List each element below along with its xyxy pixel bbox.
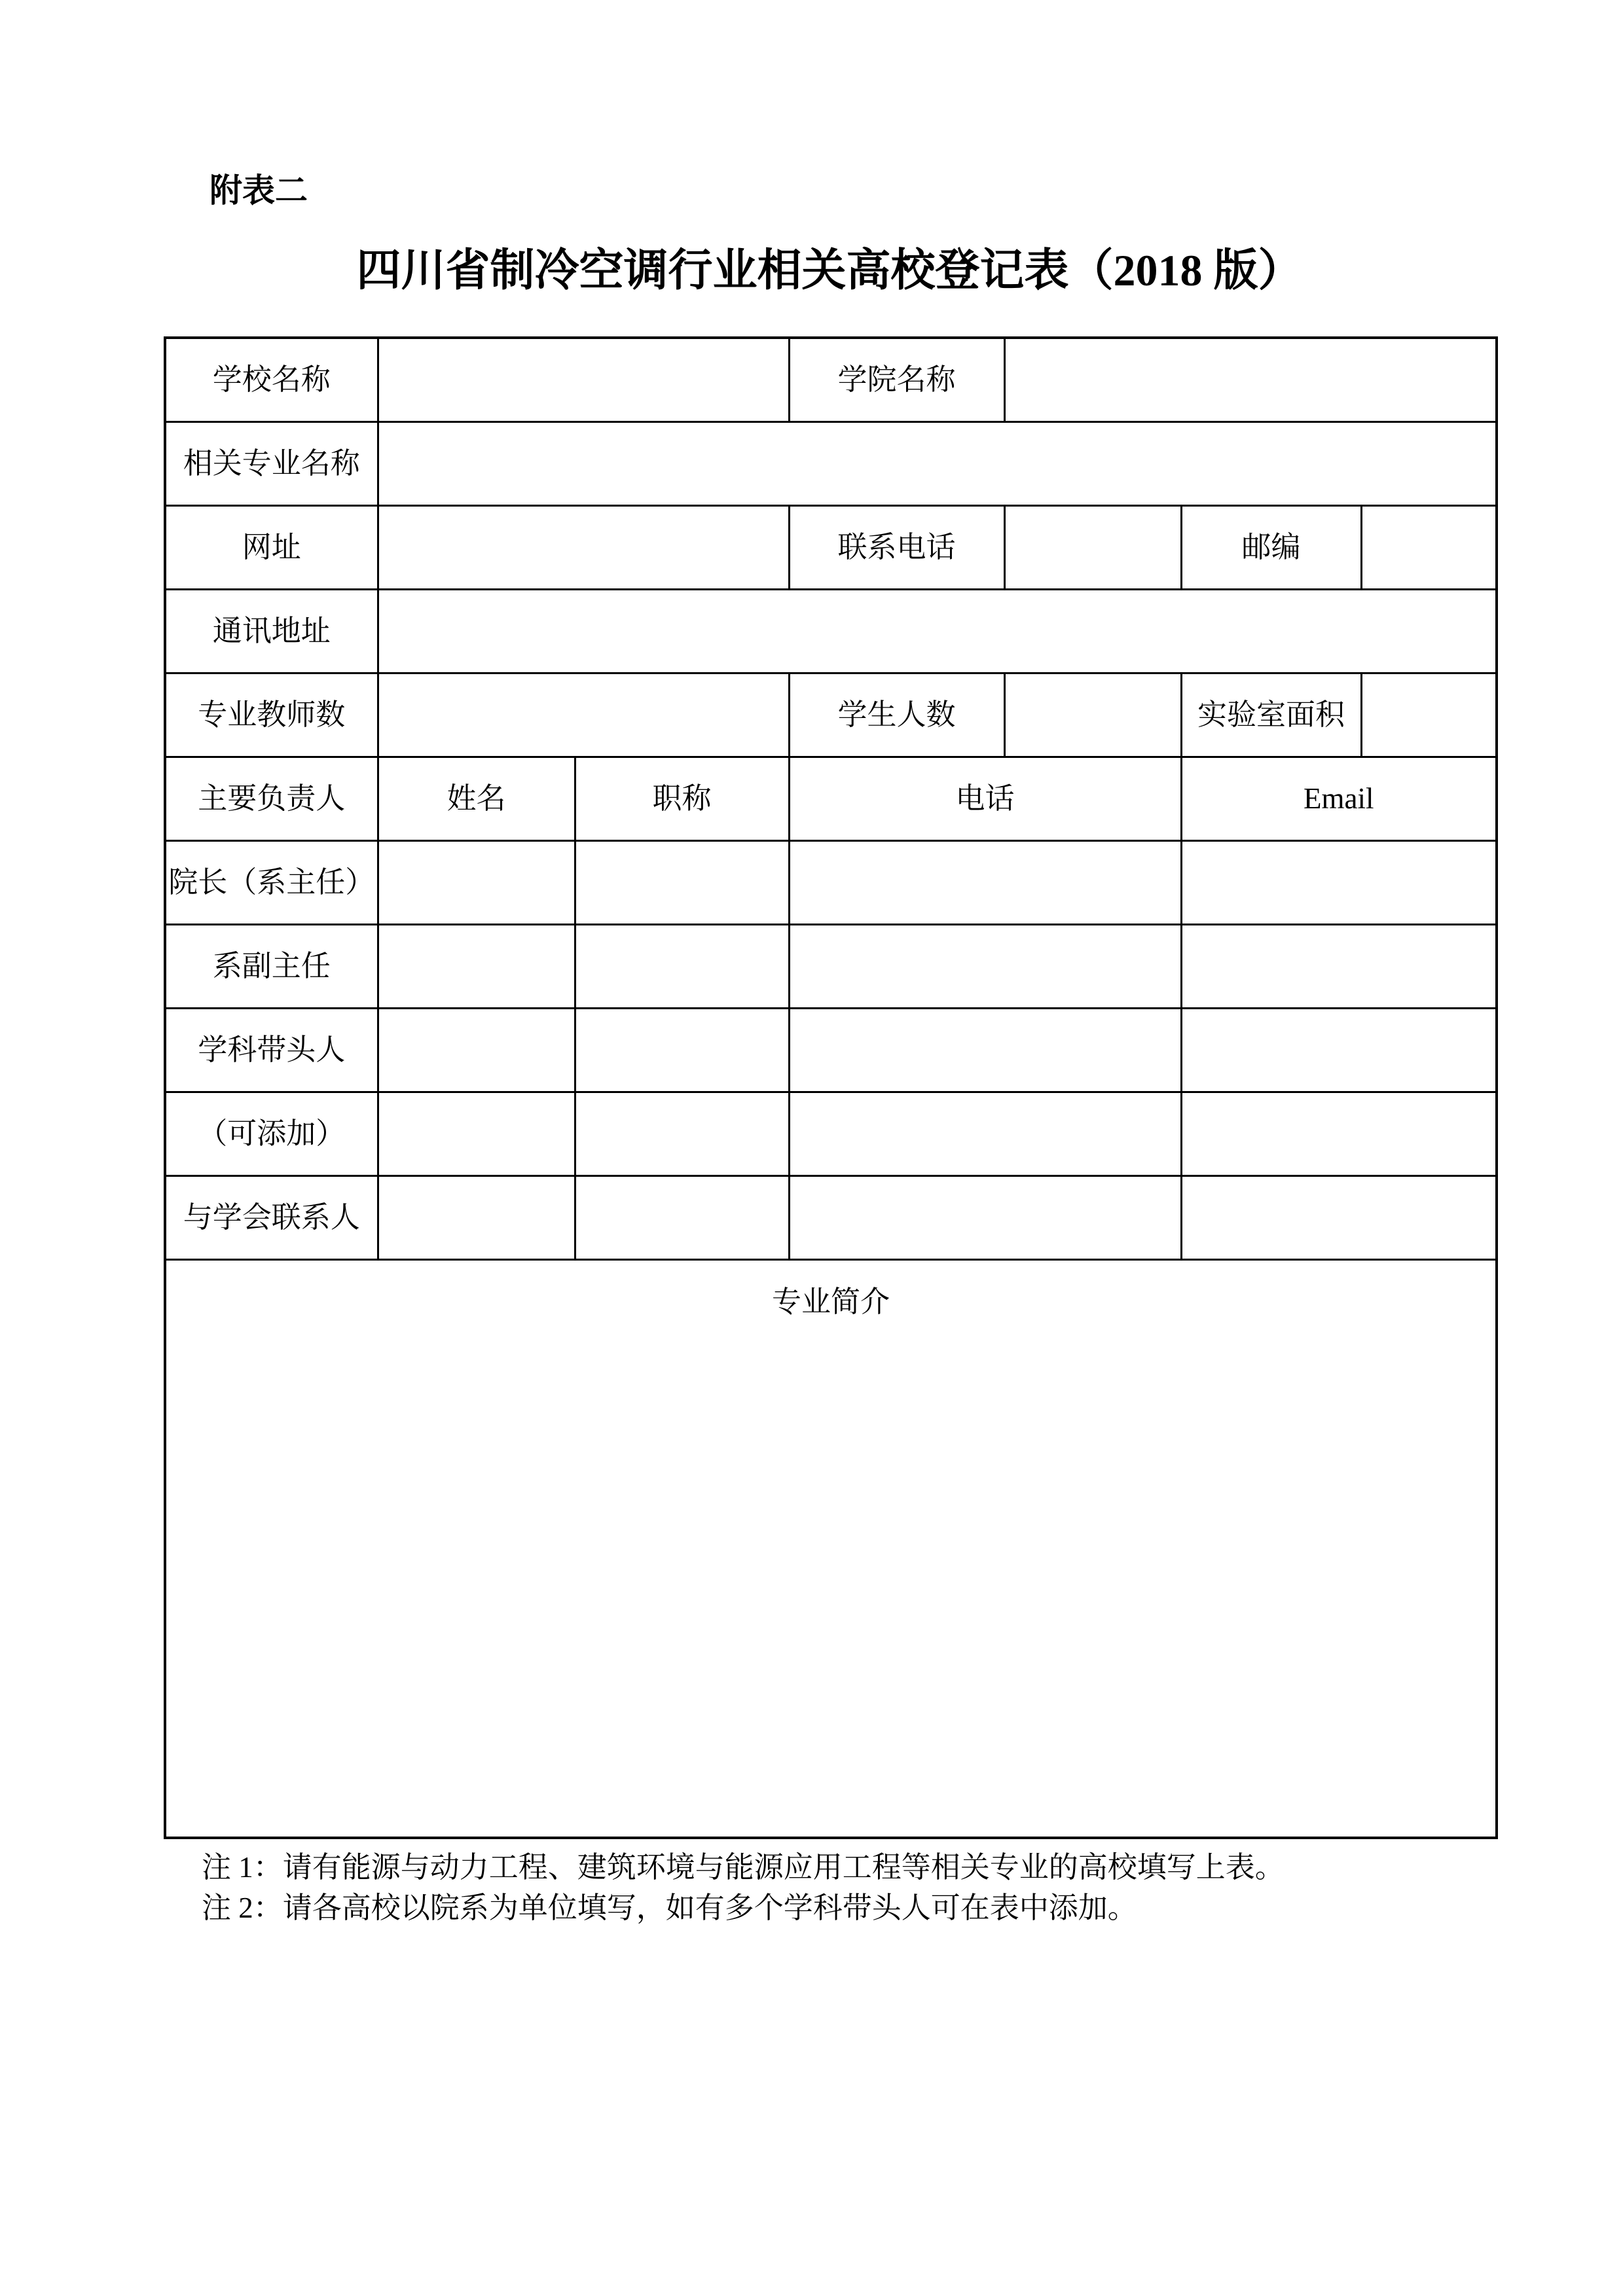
addable-phone-field[interactable] [789, 1092, 1181, 1175]
lab-area-field[interactable] [1361, 673, 1497, 757]
society-contact-phone-field[interactable] [789, 1175, 1181, 1259]
mailing-address-field[interactable] [378, 589, 1497, 673]
table-row-related-major [165, 422, 1497, 505]
title-header: 职称 [575, 757, 789, 840]
college-name-label: 学院名称 [789, 338, 1004, 422]
website-label: 网址 [165, 505, 378, 589]
deputy-head-email-field[interactable] [1181, 924, 1497, 1008]
table-row-person-header [165, 757, 1497, 840]
table-row-addable [165, 1092, 1497, 1175]
name-header: 姓名 [378, 757, 575, 840]
appendix-label: 附表二 [210, 172, 308, 209]
discipline-leader-role-label: 学科带头人 [165, 1008, 378, 1092]
society-contact-email-field[interactable] [1181, 1175, 1497, 1259]
dean-role-label: 院长（系主任） [165, 840, 378, 924]
college-name-field[interactable] [1004, 338, 1497, 422]
deputy-head-phone-field[interactable] [789, 924, 1181, 1008]
table-row-school [165, 338, 1497, 422]
deputy-head-name-field[interactable] [378, 924, 575, 1008]
table-row-discipline-leader [165, 1008, 1497, 1092]
addable-title-field[interactable] [575, 1092, 789, 1175]
student-count-label: 学生人数 [789, 673, 1004, 757]
table-row-major-intro [165, 1259, 1497, 1838]
lab-area-label: 实验室面积 [1181, 673, 1361, 757]
note-2: 注 2：请各高校以院系为单位填写，如有多个学科带头人可在表中添加。 [202, 1892, 1137, 1924]
registration-table [164, 336, 1498, 1839]
major-intro-label: 专业简介 [772, 1285, 890, 1318]
table-row-address [165, 589, 1497, 673]
discipline-leader-name-field[interactable] [378, 1008, 575, 1092]
society-contact-title-field[interactable] [575, 1175, 789, 1259]
teacher-count-label: 专业教师数 [165, 673, 378, 757]
teacher-count-field[interactable] [378, 673, 789, 757]
school-name-label: 学校名称 [165, 338, 378, 422]
school-name-field[interactable] [378, 338, 789, 422]
dean-name-field[interactable] [378, 840, 575, 924]
postal-code-field[interactable] [1361, 505, 1497, 589]
table-row-website [165, 505, 1497, 589]
dean-email-field[interactable] [1181, 840, 1497, 924]
contact-phone-field[interactable] [1004, 505, 1181, 589]
discipline-leader-email-field[interactable] [1181, 1008, 1497, 1092]
email-header: Email [1181, 757, 1497, 840]
dean-phone-field[interactable] [789, 840, 1181, 924]
table-row-deputy-head [165, 924, 1497, 1008]
table-row-society-contact [165, 1175, 1497, 1259]
table-row-dean [165, 840, 1497, 924]
deputy-head-title-field[interactable] [575, 924, 789, 1008]
note-1: 注 1：请有能源与动力工程、建筑环境与能源应用工程等相关专业的高校填写上表。 [202, 1851, 1285, 1884]
postal-code-label: 邮编 [1181, 505, 1361, 589]
dean-title-field[interactable] [575, 840, 789, 924]
phone-header: 电话 [789, 757, 1181, 840]
discipline-leader-title-field[interactable] [575, 1008, 789, 1092]
principal-header: 主要负责人 [165, 757, 378, 840]
student-count-field[interactable] [1004, 673, 1181, 757]
major-intro-cell[interactable] [165, 1259, 1497, 1838]
related-major-field[interactable] [378, 422, 1497, 505]
addable-name-field[interactable] [378, 1092, 575, 1175]
notes [202, 1847, 1285, 1928]
society-contact-role-label: 与学会联系人 [165, 1175, 378, 1259]
related-major-label: 相关专业名称 [165, 422, 378, 505]
form-title: 四川省制冷空调行业相关高校登记表（2018 版） [356, 245, 1303, 295]
addable-role-label: （可添加） [165, 1092, 378, 1175]
contact-phone-label: 联系电话 [789, 505, 1004, 589]
discipline-leader-phone-field[interactable] [789, 1008, 1181, 1092]
table-row-counts [165, 673, 1497, 757]
website-field[interactable] [378, 505, 789, 589]
mailing-address-label: 通讯地址 [165, 589, 378, 673]
deputy-head-role-label: 系副主任 [165, 924, 378, 1008]
society-contact-name-field[interactable] [378, 1175, 575, 1259]
addable-email-field[interactable] [1181, 1092, 1497, 1175]
